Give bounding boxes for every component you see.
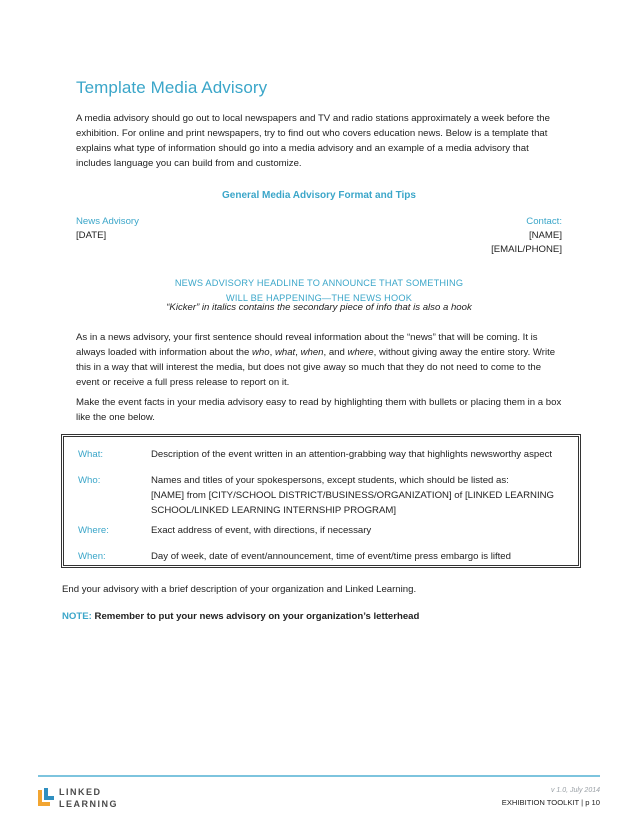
linked-learning-logo [38,786,128,812]
closing-instruction: End your advisory with a brief description of your organization and Linked Learning. [62,584,417,595]
para1-sep: , [295,347,301,358]
headline-line: NEWS ADVISORY HEADLINE TO ANNOUNCE THAT SOMETHING [174,278,464,288]
intro-paragraph [76,111,576,171]
para1-who: who [252,347,270,358]
para1-when: when [300,347,324,358]
fact-value [151,447,571,462]
para2-line: like the one below. [76,412,155,423]
note [62,611,419,622]
para1-what: what [274,347,296,358]
logo-wordmark [59,786,118,810]
para1-text: As in a news advisory, your first sentence should reveal information about the “news” that will be coming. It is always loaded with information about the [76,332,538,358]
para2-line: Make the event facts in your media advisory easy to read by highlighting them with bullets or placing them in a box [76,397,562,408]
fact-value [151,549,571,564]
page-title: Template Media Advisory [76,78,268,97]
fact-label: When: [78,551,106,562]
contact-label: Contact: [526,216,562,227]
intro-line: exhibition. For online and print newspapers, try to find out who covers education news. Below is a template that [76,128,548,139]
name-placeholder: [NAME] [528,230,562,241]
date-placeholder: [DATE] [76,230,107,241]
event-facts-paragraph [76,395,576,425]
para1-text: , without giving away the entire story. Write this in a way that will interest the media, but does not give away so much that they do not need to come to the event or receive a full press release to report on it. [76,347,556,388]
email-phone-placeholder: [EMAIL/PHONE] [491,244,562,255]
fact-label: What: [78,449,104,460]
version-label: v 1.0, July 2014 [550,787,600,794]
advisory-headline [0,276,638,305]
advisory-header-left [76,215,139,243]
fact-value-line: Exact address of event, with directions, if necessary [151,525,372,536]
advisory-header-right [491,215,562,257]
fact-label: Where: [78,525,109,536]
news-advisory-label: News Advisory [76,216,139,227]
fact-value [151,473,571,518]
fact-value-line: Day of week, date of event/announcement, time of event/time press embargo is lifted [151,551,511,562]
page-footer-label: EXHIBITION TOOLKIT | p 10 [501,798,600,807]
kicker-text: “Kicker” in italics contains the secondary piece of info that is also a hook [166,302,472,313]
fact-value [151,523,571,538]
fact-label: Who: [78,475,101,486]
note-text: Remember to put your news advisory on your organization’s letterhead [91,611,420,622]
fact-value-line: Names and titles of your spokespersons, except students, which should be listed as: [151,475,509,486]
section-title: General Media Advisory Format and Tips [222,190,416,201]
fact-value-line: Description of the event written in an attention-grabbing way that highlights newsworthy aspect [151,449,553,460]
para1-sep: , [269,347,275,358]
intro-line: A media advisory should go out to local newspapers and TV and radio stations approximately a week before the [76,113,550,124]
footer-divider [38,775,600,777]
para1-sep: , and [323,347,348,358]
note-label: NOTE: [62,611,92,622]
logo-line: LEARNING [59,799,118,809]
event-facts-box [61,434,581,568]
fact-value-line: [NAME] from [CITY/SCHOOL DISTRICT/BUSINESS/ORGANIZATION] of [LINKED LEARNING [151,490,554,501]
logo-line: LINKED [59,787,102,797]
intro-line: explains what type of information should go into a media advisory and an example of a media advisory that [76,143,529,154]
intro-line: includes language you can build from and customize. [76,158,302,169]
para1-where: where [347,347,374,358]
linked-learning-logo-icon [38,788,54,808]
fact-value-line: SCHOOL/LINKED LEARNING INTERNSHIP PROGRAM] [151,505,397,516]
headline-line: WILL BE HAPPENING—THE NEWS HOOK [225,292,413,303]
first-sentence-paragraph [76,330,566,390]
